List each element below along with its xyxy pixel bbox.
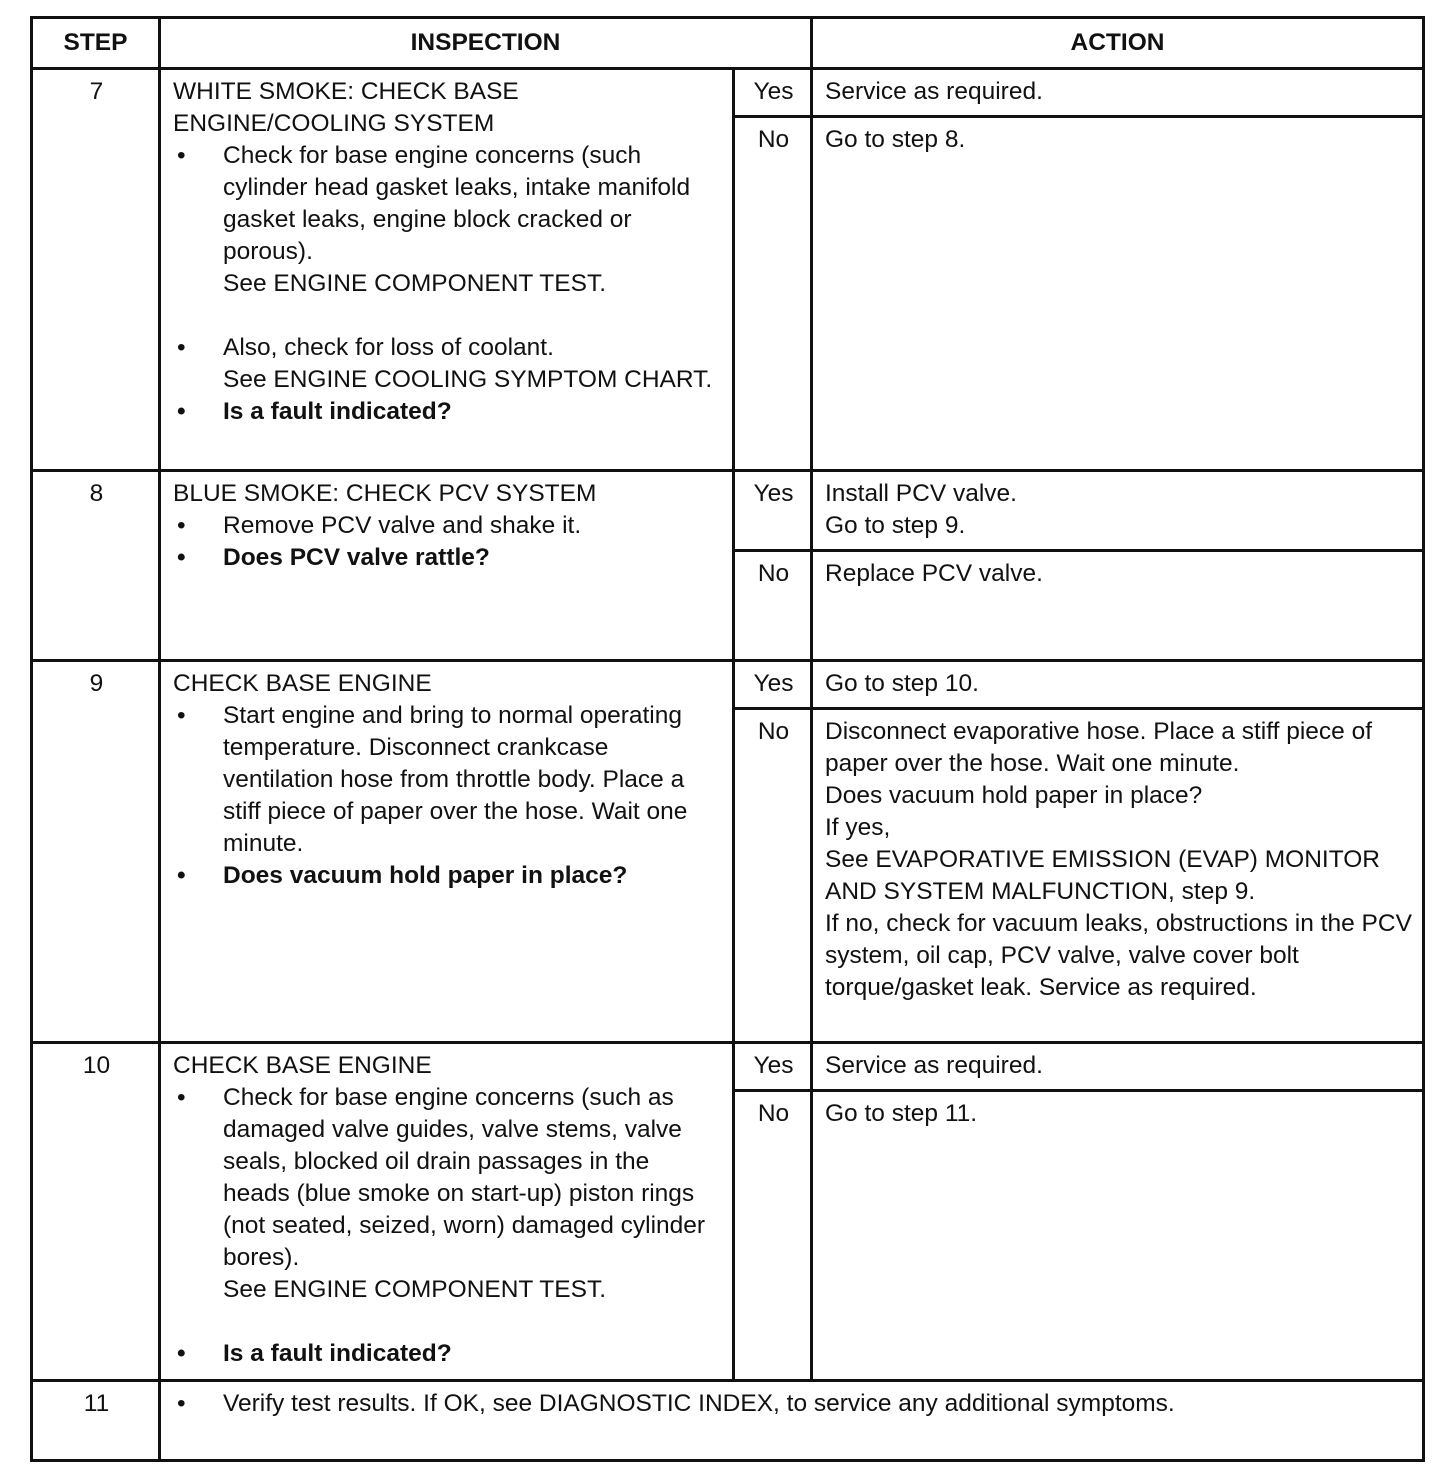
step-number: 9 [32,661,160,1043]
list-item: • Also, check for loss of coolant. See ENGINE COOLING SYMPTOM CHART. [173,332,722,396]
yes-label: Yes [734,69,812,117]
no-action: Replace PCV valve. [812,551,1424,661]
header-step: STEP [32,18,160,69]
inspection-title: CHECK BASE ENGINE [173,670,432,697]
header-row [32,18,1424,69]
bullet-list [173,510,722,574]
bullet-list [173,1082,722,1370]
yes-label: Yes [734,661,812,709]
table-row [32,69,1424,117]
list-item: • Is a fault indicated? [173,396,722,428]
no-action: Go to step 11. [812,1091,1424,1381]
inspection-cell [160,661,734,1043]
list-item: • Does PCV valve rattle? [173,542,722,574]
inspection-cell [160,471,734,661]
bullet-list [173,140,722,428]
step-number: 7 [32,69,160,471]
inspection-title: CHECK BASE ENGINE [173,1052,432,1079]
yes-action: Go to step 10. [812,661,1424,709]
no-label: No [734,1091,812,1381]
yes-action: Service as required. [812,69,1424,117]
bullet-list [173,1388,1412,1420]
yes-action: Service as required. [812,1043,1424,1091]
inspection-title: WHITE SMOKE: CHECK BASE ENGINE/COOLING SYSTEM [173,78,519,137]
list-item: • Check for base engine concerns (such as damaged valve guides, valve stems, valve seals, blocked oil drain passages in the heads (blue smoke on start-up) piston rings (not seated, seized, worn) damaged cylinder bores). See ENGINE COMPONENT TEST. [173,1082,722,1306]
list-item: • Remove PCV valve and shake it. [173,510,722,542]
table-row [32,661,1424,709]
yes-label: Yes [734,1043,812,1091]
list-item: • Verify test results. If OK, see DIAGNOSTIC INDEX, to service any additional symptoms. [173,1388,1412,1420]
no-action: Disconnect evaporative hose. Place a stiff piece of paper over the hose. Wait one minute. Does vacuum hold paper in place? If yes, See EVAPORATIVE EMISSION (EVAP) MONITOR AND SYSTEM MALFUNCTION, step 9. If no, check for vacuum leaks, obstructions in the PCV system, oil cap, PCV valve, valve cover bolt torque/gasket leak. Service as required. [812,709,1424,1043]
bullet-list [173,700,722,892]
header-action: ACTION [812,18,1424,69]
table-row [32,1381,1424,1461]
header-inspection: INSPECTION [160,18,812,69]
no-label: No [734,551,812,661]
step-number: 8 [32,471,160,661]
inspection-title: BLUE SMOKE: CHECK PCV SYSTEM [173,480,597,507]
no-label: No [734,117,812,471]
table-row [32,1043,1424,1091]
see-reference: See EVAPORATIVE EMISSION (EVAP) MONITOR AND SYSTEM MALFUNCTION, step 9. [825,846,1380,905]
see-reference: See ENGINE COOLING SYMPTOM CHART. [223,366,713,393]
yes-label: Yes [734,471,812,551]
no-label: No [734,709,812,1043]
list-item: • Start engine and bring to normal operating temperature. Disconnect crankcase ventilation hose from throttle body. Place a stiff piece of paper over the hose. Wait one minute. [173,700,722,860]
list-item: • Is a fault indicated? [173,1338,722,1370]
step-number: 11 [32,1381,160,1461]
list-item: • Check for base engine concerns (such cylinder head gasket leaks, intake manifold gasket leaks, engine block cracked or porous). See ENGINE COMPONENT TEST. [173,140,722,300]
no-action: Go to step 8. [812,117,1424,471]
yes-action: Install PCV valve. Go to step 9. [812,471,1424,551]
table-row [32,471,1424,551]
see-reference: See ENGINE COMPONENT TEST. [223,270,607,297]
step-number: 10 [32,1043,160,1381]
inspection-cell [160,1043,734,1381]
inspection-cell [160,1381,1424,1461]
inspection-cell [160,69,734,471]
see-reference: See ENGINE COMPONENT TEST. [223,1276,607,1303]
list-item: • Does vacuum hold paper in place? [173,860,722,892]
diagnostic-table [30,16,1425,1462]
